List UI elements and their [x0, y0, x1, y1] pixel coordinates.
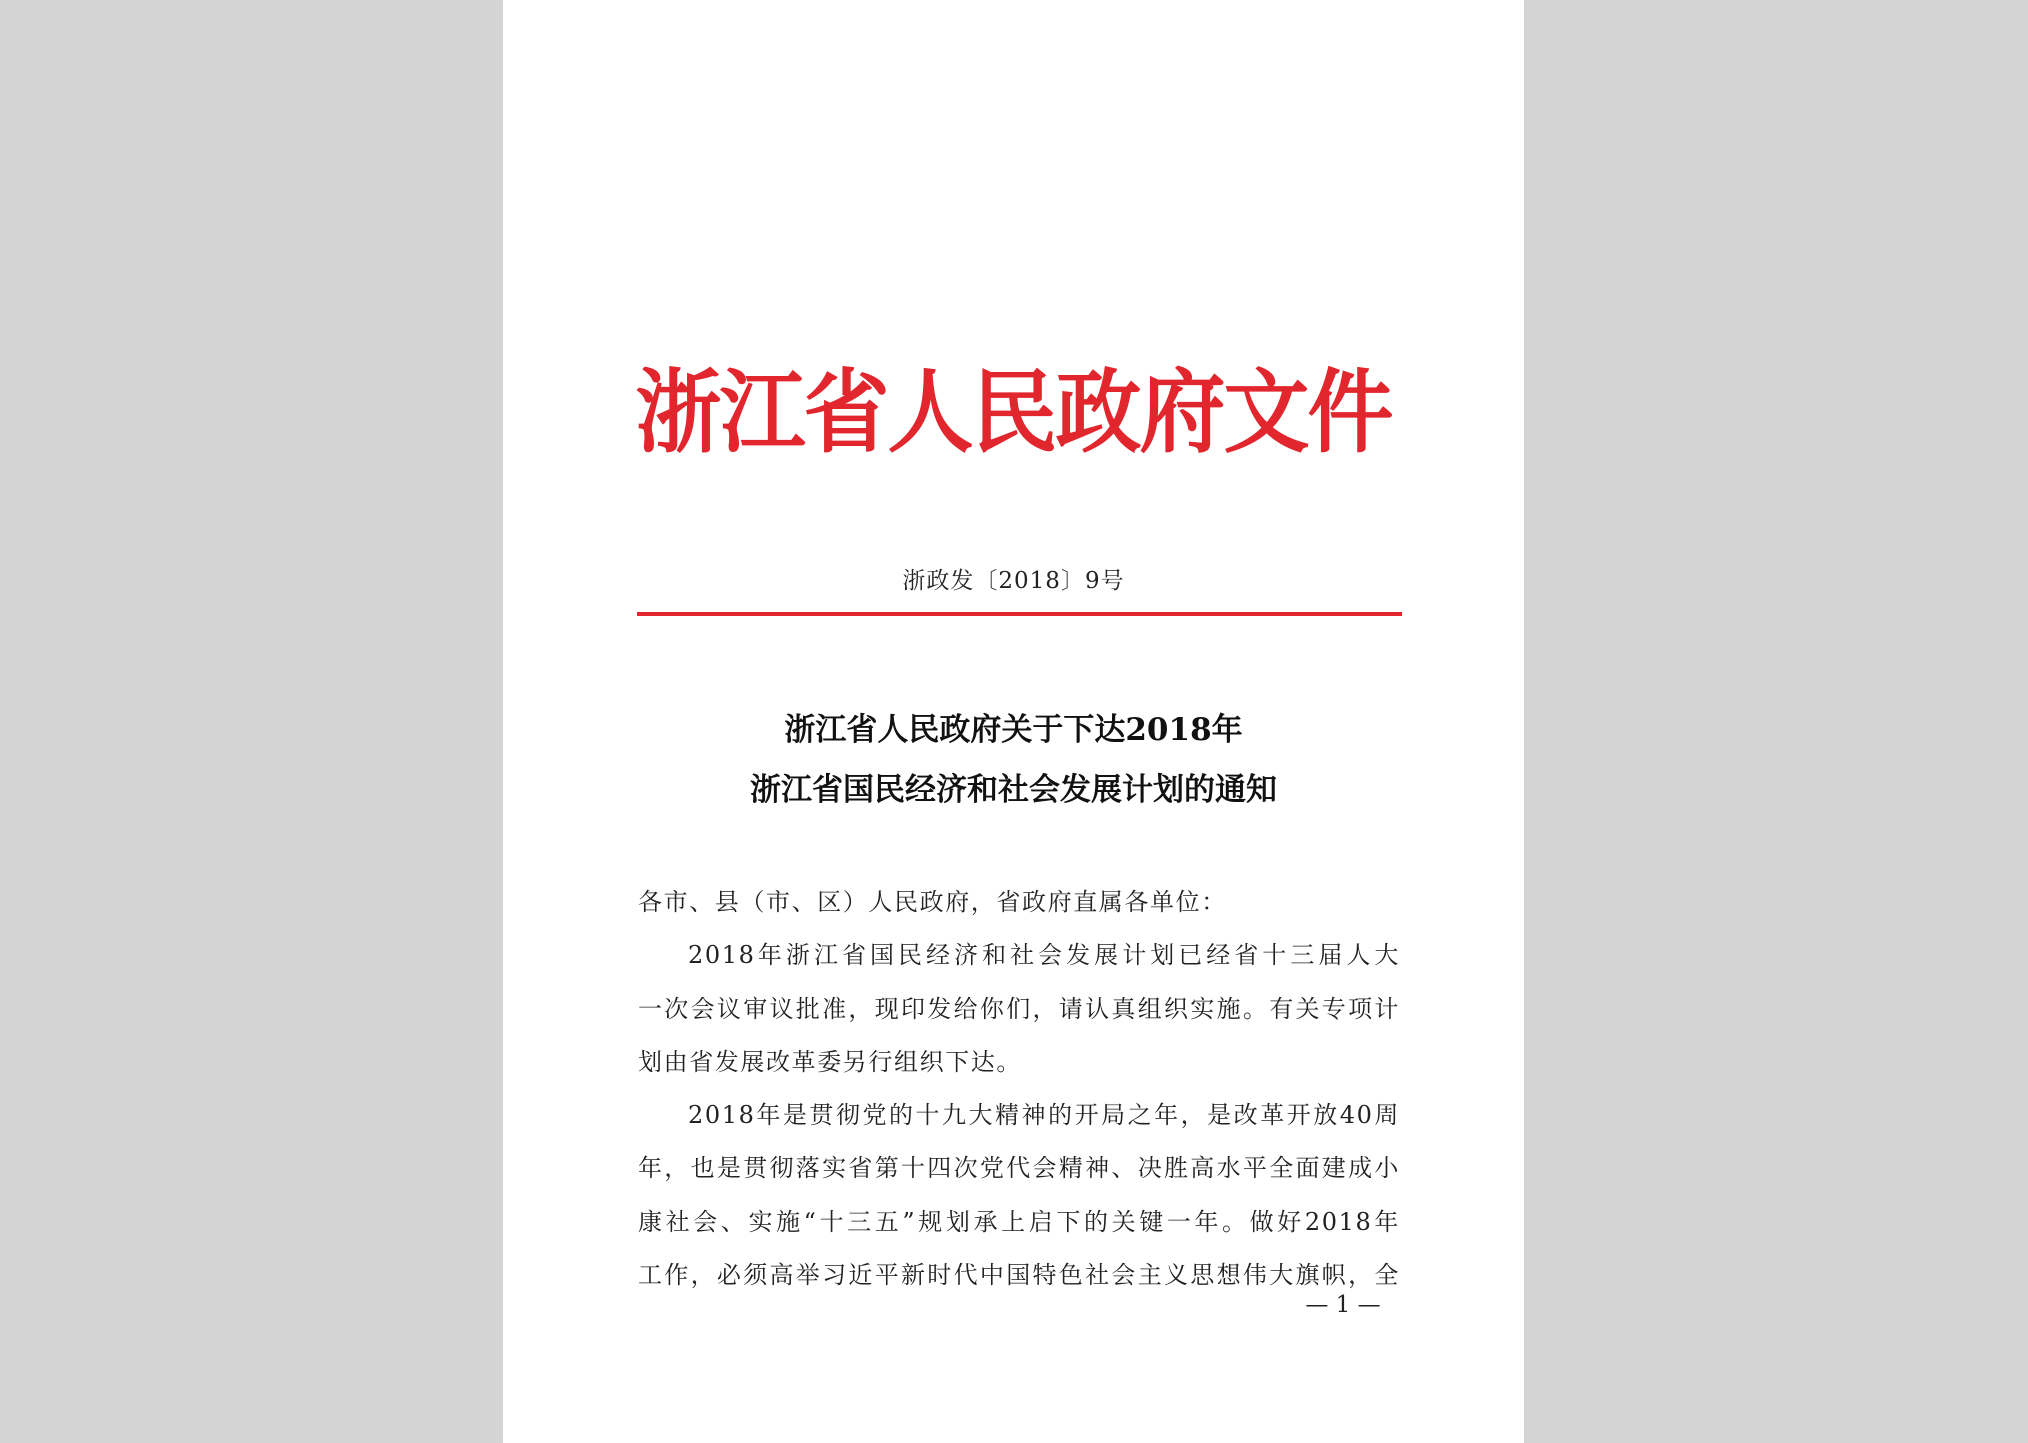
- body-line: 工作，必须高举习近平新时代中国特色社会主义思想伟大旗帜，全: [638, 1261, 1400, 1290]
- notice-title-line-1: 浙江省人民政府关于下达2018年: [784, 712, 1243, 748]
- body-line: 一次会议审议批准，现印发给你们，请认真组织实施。有关专项计: [638, 994, 1400, 1023]
- body-line: 康社会、实施“十三五”规划承上启下的关键一年。做好2018年: [638, 1207, 1400, 1236]
- body-line: 年，也是贯彻落实省第十四次党代会精神、决胜高水平全面建成小: [638, 1154, 1400, 1183]
- body-line: 划由省发展改革委另行组织下达。: [638, 1047, 1022, 1076]
- document-body: [638, 876, 1400, 1302]
- body-salutation: 各市、县（市、区）人民政府，省政府直属各单位：: [638, 888, 1227, 916]
- body-line: 2018年浙江省国民经济和社会发展计划已经省十三届人大: [688, 941, 1400, 970]
- document-number: 浙政发〔2018〕9号: [902, 568, 1125, 594]
- red-divider-line: [637, 612, 1402, 616]
- document-header: 浙江省人民政府文件: [635, 359, 1392, 466]
- document-page: [503, 0, 1524, 1443]
- notice-title-line-2: 浙江省国民经济和社会发展计划的通知: [750, 772, 1277, 808]
- page-number: — 1 —: [1305, 1292, 1381, 1318]
- notice-title: [503, 700, 1524, 820]
- body-line: 2018年是贯彻党的十九大精神的开局之年，是改革开放40周: [688, 1101, 1400, 1130]
